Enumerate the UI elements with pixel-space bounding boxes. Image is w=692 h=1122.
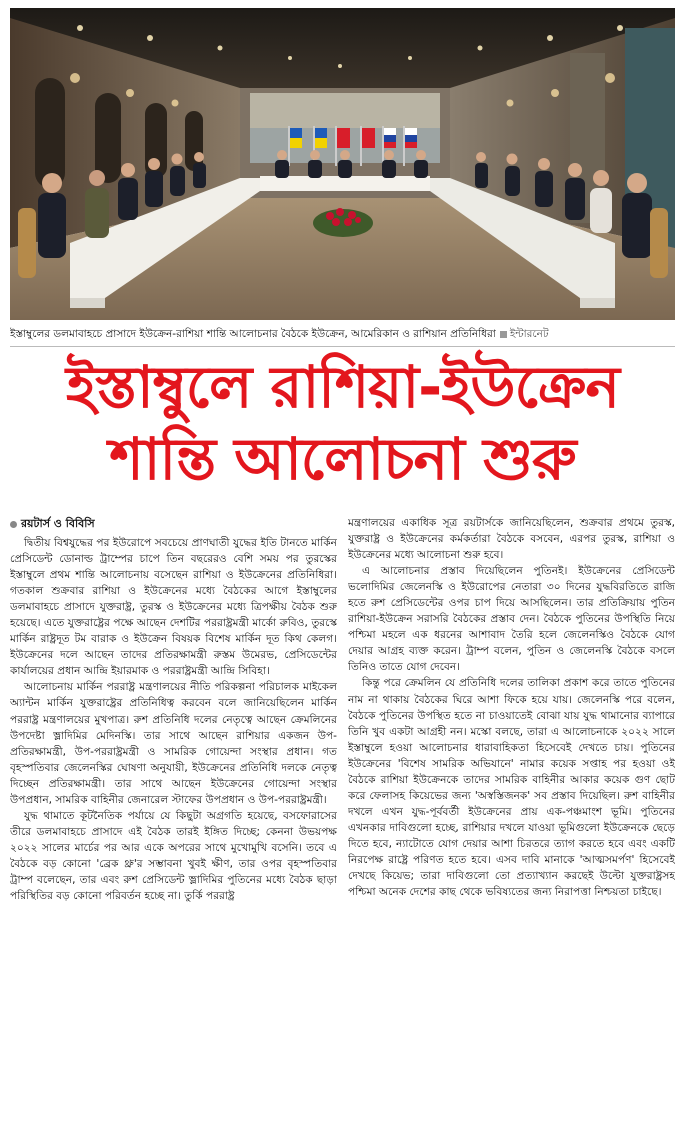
paragraph: যুদ্ধ থামাতে কূটনৈতিক পর্যায়ে যে কিছুটা অগ্রগতি হয়েছে, বসফোরাসের তীরে ডলমাবাহচে প্রাসাদে এই বৈঠক তারই ইঙ্গিত দিচ্ছে; কেননা উভয়পক্ষ ২০২২ সালের মার্চের পর আর একে অপরের সাথে মুখোমুখি বসেনি। তবে এ বৈঠকে বড় কোনো 'ব্রেক থ্রু'র সম্ভাবনা খুবই ক্ষীণ, তার ওপর বৃহস্পতিবার ট্রাম্প বলেছেন, তার এবং রুশ প্রেসিডেন্ট ভ্লাদিমির পুতিনের মধ্যে বৈঠক ছাড়া পরিস্থিতির বড় কোনো পরিবর্তন হচ্ছে না। তুর্কি পররাষ্ট্র xyxy=(10,809,337,903)
paragraph: দ্বিতীয় বিশ্বযুদ্ধের পর ইউরোপে সবচেয়ে প্রাণঘাতী যুদ্ধের ইতি টানতে মার্কিন প্রেসিডেন্ট ডোনাল্ড ট্রাম্পের চাপে তিন বছরেরও বেশি সময় পর তুরস্কের ইস্তাম্বুলে প্রথম শান্তি আলোচনায় বসেছেন রাশিয়া ও ইউক্রেনের প্রতিনিধিরা। গতকাল শুক্রবার রাশিয়া ও ইউক্রেনের মধ্যে বৈঠকের আগে ইস্তাম্বুলের ডলমাবাহচে প্রাসাদে যুক্তরাষ্ট্র, তুরস্ক ও ইউক্রেনের মধ্যে ত্রিপক্ষীয় বৈঠক শুরু হয়েছে। এতে যুক্তরাষ্ট্রের পক্ষে আছেন দেশটির পররাষ্ট্রমন্ত্রী মার্কো রুবিও, তুরস্কে মার্কিন রাষ্ট্রদূত টম বারাক ও ইউক্রেন বিষয়ক বিশেষ মার্কিন দূত কিথ কেলগ। ইউক্রেনের দলে আছেন তাদের প্রতিরক্ষামন্ত্রী রুস্তম উমেরভ, প্রেসিডেন্টের কার্যালয়ের প্রধান আন্দ্রি ইয়ারমাক ও পররাষ্ট্রমন্ত্রী আন্দ্রি সিবিহা। xyxy=(10,537,337,678)
caption-square-icon xyxy=(500,331,507,338)
byline-text: রয়টার্স ও বিবিসি xyxy=(21,517,95,530)
article-body xyxy=(10,515,675,1115)
headline xyxy=(10,352,675,496)
photo-caption xyxy=(10,323,675,345)
caption-text: ইস্তাম্বুলের ডলমাবাহচে প্রাসাদে ইউক্রেন-রাশিয়া শান্তি আলোচনার বৈঠকে ইউক্রেন, আমেরিকান ও রাশিয়ান প্রতিনিধিরা xyxy=(10,328,496,340)
paragraph: কিন্তু পরে ক্রেমলিন যে প্রতিনিধি দলের তালিকা প্রকাশ করে তাতে পুতিনের নাম না থাকায় বৈঠকের ঘিরে আশা ফিকে হয়ে যায়। জেলেনস্কি পরে বলেন, বৈঠকে পুতিনের উপস্থিত হতে না চাওয়াতেই বোঝা যায় যুদ্ধ থামানোর ব্যাপারে তিনি খুব একটা আগ্রহী নন। মস্কো বলছে, তারা এ আলোচনাকে ২০২২ সালে ইস্তাম্বুলে হওয়া আলোচনার ধারাবাহিকতা হিসেবেই দেখতে চায়। পুতিনের ইউক্রেনের 'বিশেষ সামরিক অভিযানে' নামার কয়েক সপ্তাহ পর হওয়া ওই বৈঠকে রাশিয়া ইউক্রেনকে তাদের সামরিক বাহিনীর আকার কয়েক গুণ ছোট করে ফেলাসহ কিয়েভের জন্য 'অস্বস্তিজনক' সব প্রস্তাব দিয়েছিল। রুশ বাহিনীর দখলে এখন যুদ্ধ-পূর্ববর্তী ইউক্রেনের প্রায় এক-পঞ্চমাংশ ভূমি। পুতিনের এখনকার দাবিগুলো হচ্ছে, রাশিয়ার দখলে যাওয়া ভূমিগুলো ইউক্রেনকে ছেড়ে দিতে হবে, ন্যাটোতে যোগ দেয়ার আশা চিরতরে ত্যাগ করতে হবে এবং একটি নিরপেক্ষ রাষ্ট্রে পরিণত হতে হবে। এসব দাবি মানাকে 'আত্মসমর্পণ' হিসেবেই দেখছে কিয়েভ; তারা দাবিগুলো তো প্রত্যাখ্যান করছেই উল্টো যুক্তরাষ্ট্রসহ পশ্চিমা অনেক দেশের কাছ থেকে ভবিষ্যতের জন্য নিরাপত্তা নিশ্চয়তা চাইছে। xyxy=(348,677,675,899)
byline xyxy=(10,515,337,534)
headline-line-2: শান্তি আলোচনা শুরু xyxy=(109,425,576,493)
bullet-icon xyxy=(10,521,17,528)
article-column-left xyxy=(10,515,337,1115)
paragraph: এ আলোচনার প্রস্তাব দিয়েছিলেন পুতিনই। ইউক্রেনের প্রেসিডেন্ট ভলোদিমির জেলেনস্কি ও ইউরোপের নেতারা ৩০ দিনের যুদ্ধবিরতিতে রাজি হতে রুশ প্রেসিডেন্টের ওপর চাপ দিয়ে আসছিলেন। তার প্রতিক্রিয়ায় পুতিন রাশিয়া-ইউক্রেন সরাসরি বৈঠকের প্রস্তাব দেন। বৈঠকে পুতিনের উপস্থিতি নিয়ে পশ্চিমা মহলে এক ধরনের আশাবাদ তৈরি হলে জেলেনস্কিও বৈঠকে যোগ দেয়ার আগ্রহ ব্যক্ত করেন। ট্রাম্প বলেন, পুতিন ও জেলেনস্কি বৈঠকে বসলে তিনিও তাতে যোগ দেবেন। xyxy=(348,565,675,674)
paragraph: আলোচনায় মার্কিন পররাষ্ট্র মন্ত্রণালয়ের নীতি পরিকল্পনা পরিচালক মাইকেল অ্যান্টন মার্কিন যুক্তরাষ্ট্রের প্রতিনিধিত্ব করবেন বলে জানিয়েছিলেন মার্কিন পররাষ্ট্র মন্ত্রণালয়ের মুখপাত্র। রুশ প্রতিনিধি দলের নেতৃত্বে আছেন ক্রেমলিনের উপদেষ্টা ভ্লাদিমির মেদিনস্কি। তার সাথে আছেন রাশিয়ার একজন উপ-প্রতিরক্ষামন্ত্রী, উপ-পররাষ্ট্রমন্ত্রী ও সামরিক গোয়েন্দা সংস্থার প্রধান। গত বৃহস্পতিবার জেলেনস্কির ঘোষণা অনুযায়ী, ইউক্রেনের প্রতিনিধি দলকে নেতৃত্ব দিচ্ছেন প্রতিরক্ষামন্ত্রী। তার সাথে আছেন ইউক্রেনের গোয়েন্দা সংস্থার উপপ্রধান, সামরিক বাহিনীর জেনারেল স্টাফের উপপ্রধান ও উপ-পররাষ্ট্রমন্ত্রী। xyxy=(10,681,337,806)
news-photo xyxy=(10,8,675,320)
article-column-right xyxy=(348,515,675,1115)
divider xyxy=(10,346,675,347)
headline-line-1: ইস্তাম্বুলে রাশিয়া-ইউক্রেন xyxy=(65,353,620,421)
paragraph: মন্ত্রণালয়ের একাধিক সূত্র রয়টার্সকে জানিয়েছিলেন, শুক্রবার প্রথমে তুরস্ক, যুক্তরাষ্ট্র ও ইউক্রেনের কর্মকর্তারা বৈঠকে বসবেন, এরপর তুরস্ক, রাশিয়া ও ইউক্রেনের মধ্যে আলোচনা শুরু হবে। xyxy=(348,517,675,562)
meeting-hall-photo xyxy=(10,8,675,320)
caption-credit: ইন্টারনেট xyxy=(509,328,549,340)
